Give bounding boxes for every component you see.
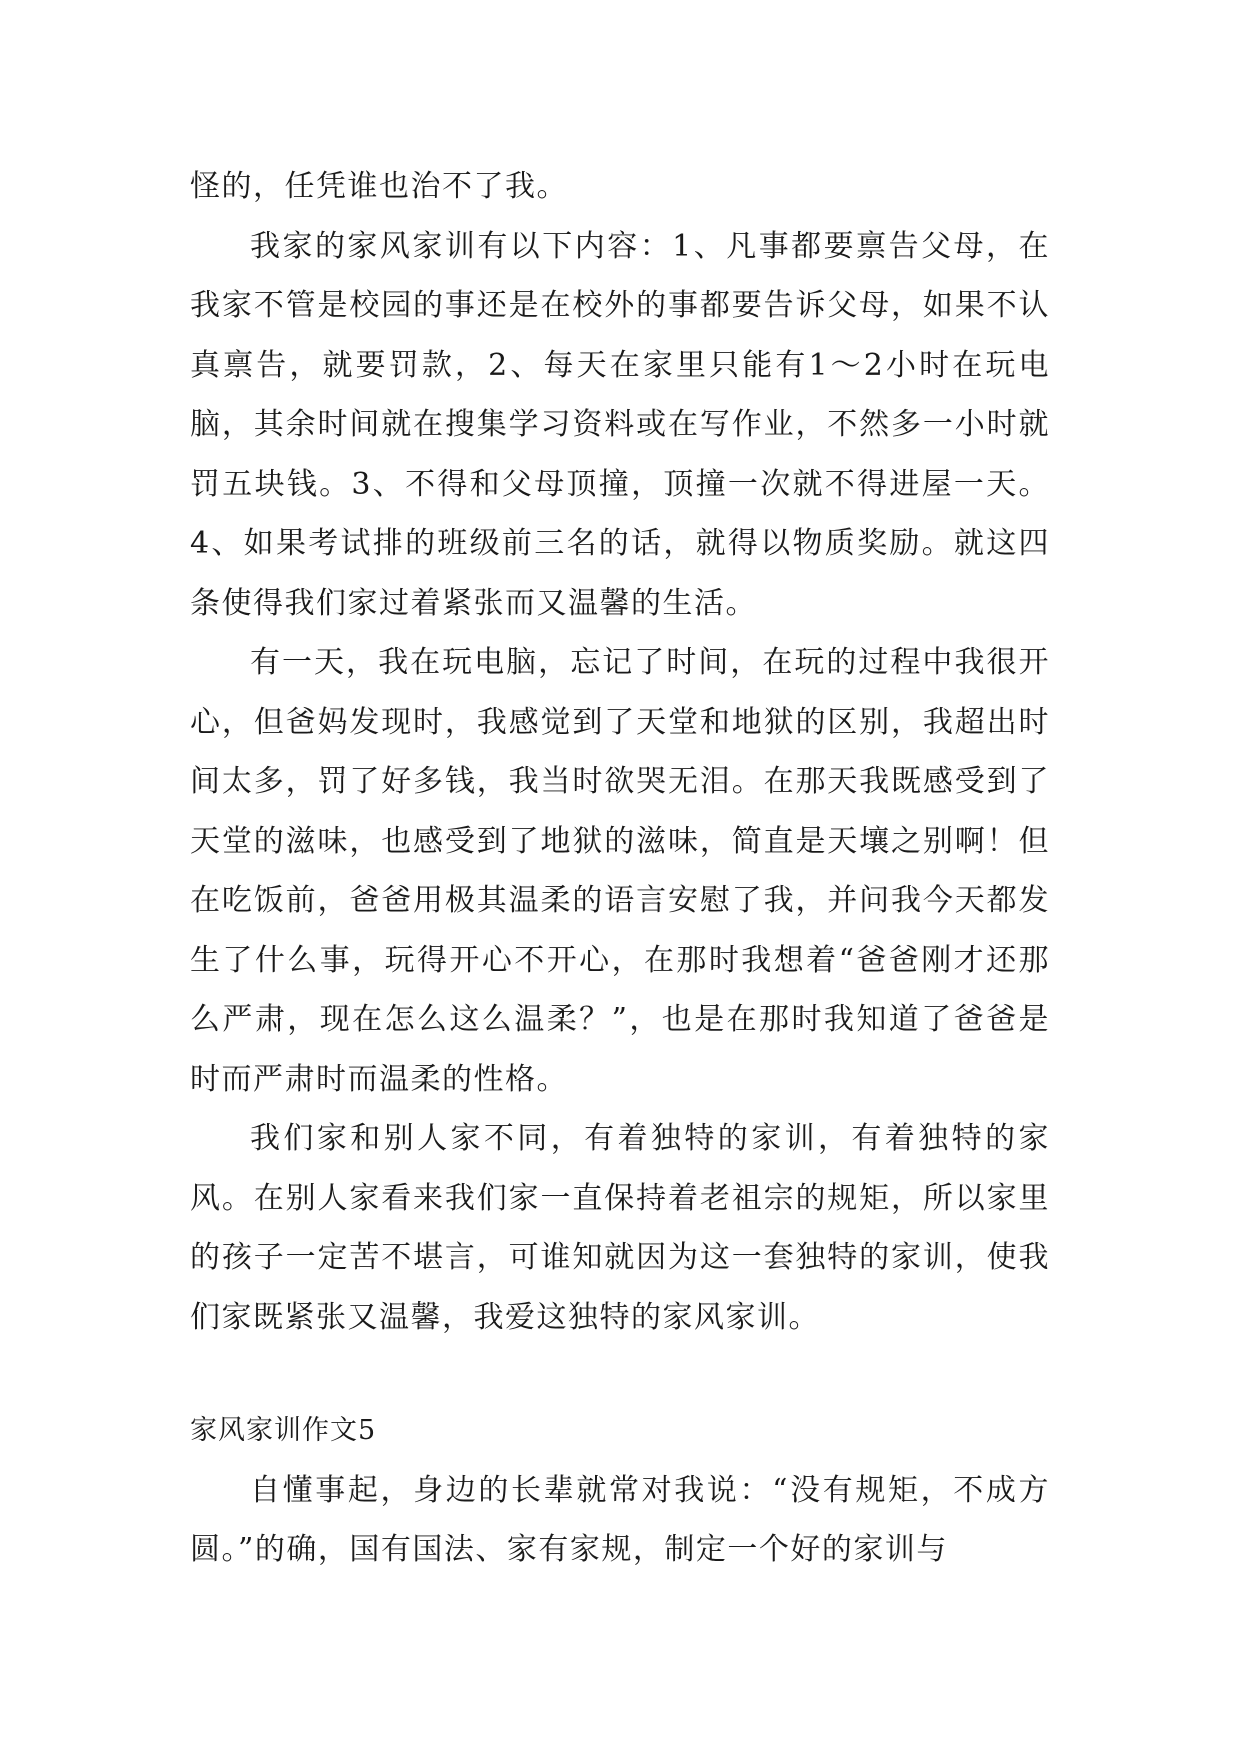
document-body bbox=[190, 157, 1050, 1580]
paragraph-conclusion: 我们家和别人家不同，有着独特的家训，有着独特的家风。在别人家看来我们家一直保持着老祖宗的规矩，所以家里的孩子一定苦不堪言，可谁知就因为这一套独特的家训，使我们家既紧张又温馨，我爱这独特的家风家训。 bbox=[190, 1121, 1050, 1335]
paragraph-essay-5-intro: 自懂事起，身边的长辈就常对我说：“没有规矩，不成方圆。”的确，国有国法、家有家规，制定一个好的家训与 bbox=[190, 1472, 1050, 1567]
paragraph-computer-story: 有一天，我在玩电脑，忘记了时间，在玩的过程中我很开心，但爸妈发现时，我感觉到了天堂和地狱的区别，我超出时间太多，罚了好多钱，我当时欲哭无泪。在那天我既感受到了天堂的滋味，也感受到了地狱的滋味，简直是天壤之别啊！但在吃饭前，爸爸用极其温柔的语言安慰了我，并问我今天都发生了什么事，玩得开心不开心，在那时我想着“爸爸刚才还那么严肃，现在怎么这么温柔？”，也是在那时我知道了爸爸是时而严肃时而温柔的性格。 bbox=[190, 645, 1050, 1097]
section-spacer bbox=[190, 1347, 1050, 1401]
section-heading: 家风家训作文5 bbox=[190, 1415, 377, 1446]
paragraph-continuation: 怪的，任凭谁也治不了我。 bbox=[190, 169, 568, 204]
paragraph-family-rules: 我家的家风家训有以下内容：1、凡事都要禀告父母，在我家不管是校园的事还是在校外的事都要告诉父母，如果不认真禀告，就要罚款，2、每天在家里只能有1～2小时在玩电脑，其余时间就在搜集学习资料或在写作业，不然多一小时就罚五块钱。3、不得和父母顶撞，顶撞一次就不得进屋一天。4、如果考试排的班级前三名的话，就得以物质奖励。就这四条使得我们家过着紧张而又温馨的生活。 bbox=[190, 228, 1050, 621]
